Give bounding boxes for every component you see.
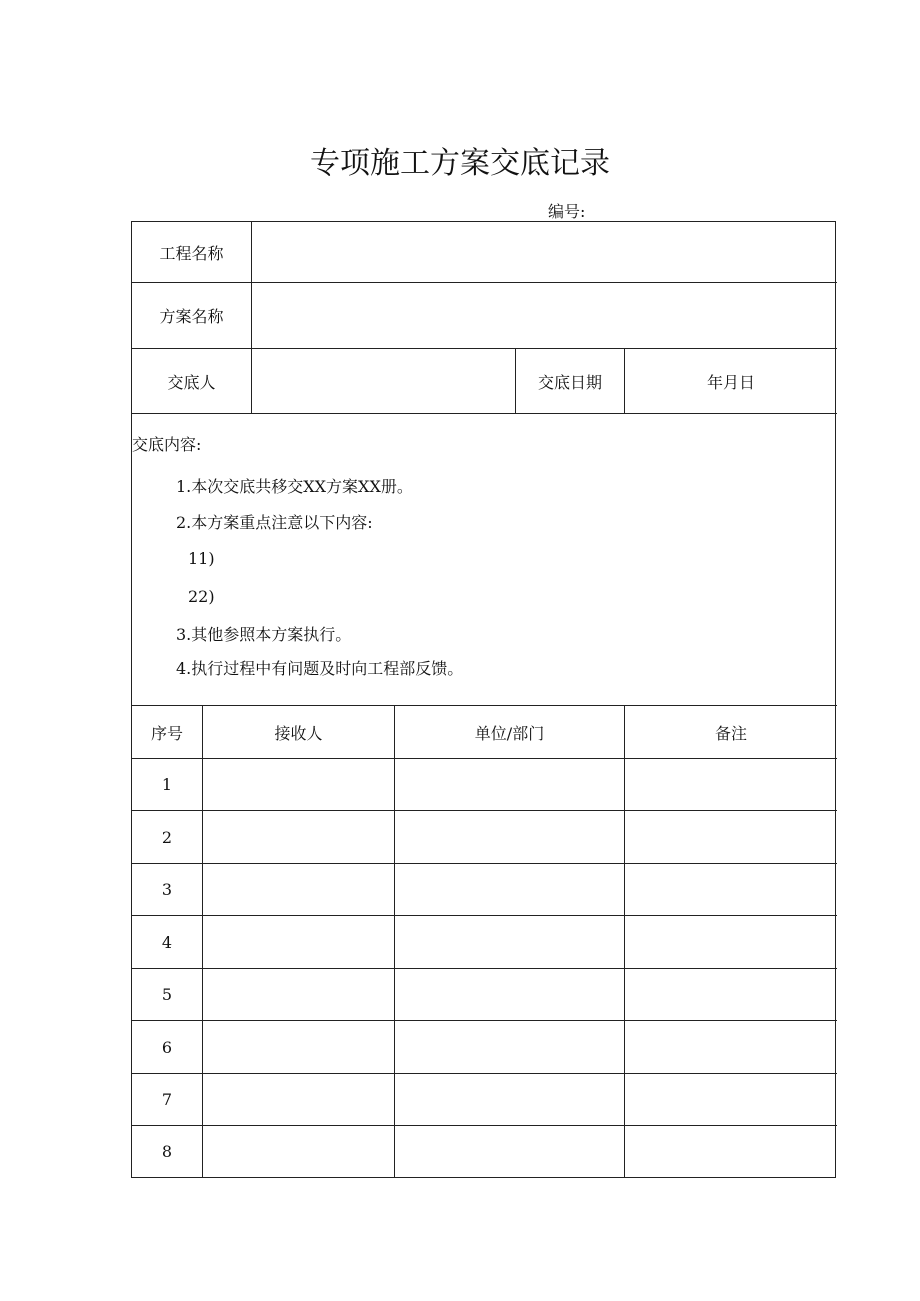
- col-divider: [624, 705, 625, 1178]
- row-divider: [132, 810, 837, 811]
- content-line: 2.本方案重点注意以下内容:: [176, 513, 373, 532]
- project-name-label: 工程名称: [159, 243, 224, 263]
- handover-form: [131, 221, 836, 1178]
- row-seq: 7: [161, 1090, 173, 1109]
- page-title: 专项施工方案交底记录: [310, 146, 610, 181]
- col-divider: [394, 705, 395, 1178]
- row-divider: [132, 1020, 837, 1021]
- col-header-receiver: 接收人: [274, 723, 323, 743]
- presenter-field[interactable]: [252, 349, 515, 413]
- content-line: 3.其他参照本方案执行。: [176, 625, 352, 644]
- row-divider: [132, 968, 837, 969]
- row-seq: 5: [161, 985, 173, 1004]
- presenter-label: 交底人: [167, 372, 216, 392]
- col-divider: [202, 705, 203, 1178]
- row-seq: 8: [161, 1142, 173, 1161]
- col-header-seq: 序号: [150, 723, 183, 743]
- plan-name-label: 方案名称: [159, 307, 224, 326]
- date-field[interactable]: 年月日: [706, 372, 755, 392]
- col-header-remark: 备注: [714, 723, 747, 743]
- content-line: 1.本次交底共移交XX方案XX册。: [176, 477, 413, 496]
- row-seq: 3: [161, 880, 173, 899]
- project-name-field[interactable]: [252, 222, 837, 282]
- content-heading: 交底内容:: [132, 435, 202, 454]
- row-divider: [132, 915, 837, 916]
- content-line: 22): [188, 587, 215, 606]
- row-seq: 2: [161, 827, 173, 847]
- row-seq: 6: [161, 1037, 173, 1057]
- plan-name-field[interactable]: [252, 283, 837, 348]
- row-divider: [132, 1125, 837, 1126]
- row-divider: [132, 758, 837, 759]
- row-divider: [132, 863, 837, 864]
- row-divider: [132, 413, 837, 414]
- doc-number-label: 编号:: [548, 202, 586, 221]
- content-line: 11): [188, 549, 215, 568]
- row-seq: 1: [161, 775, 173, 794]
- row-divider: [132, 1073, 837, 1074]
- row-seq: 4: [161, 932, 173, 952]
- date-label: 交底日期: [537, 372, 602, 392]
- content-line: 4.执行过程中有问题及时向工程部反馈。: [176, 659, 464, 678]
- col-header-unit: 单位/部门: [474, 723, 545, 743]
